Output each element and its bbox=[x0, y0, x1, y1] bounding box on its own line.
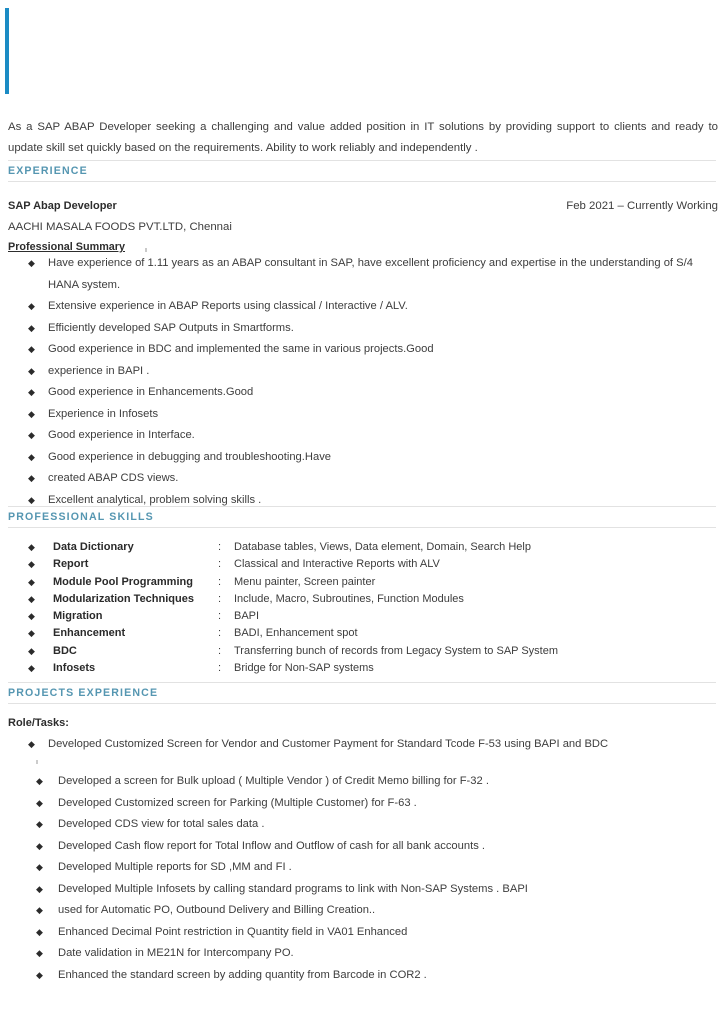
list-item-text: Developed Customized Screen for Vendor and Customer Payment for Standard Tcode F-53 using BAPI and BDC bbox=[48, 738, 609, 750]
bullet-icon: ◆ bbox=[28, 542, 35, 552]
bullet-icon: ◆ bbox=[36, 862, 43, 872]
experience-job-title: SAP Abap Developer bbox=[8, 200, 117, 212]
list-item-text: Developed a screen for Bulk upload ( Multiple Vendor ) of Credit Memo billing for F-32 . bbox=[58, 775, 489, 787]
bullet-icon: ◆ bbox=[36, 926, 43, 937]
list-item bbox=[28, 425, 704, 447]
bullet-icon: ◆ bbox=[28, 628, 35, 639]
list-item-text: Excellent analytical, problem solving skills . bbox=[48, 493, 262, 506]
list-item bbox=[28, 339, 704, 361]
list-item-text: Developed Multiple reports for SD ,MM and FI . bbox=[58, 861, 292, 873]
bullet-icon: ◆ bbox=[36, 840, 43, 851]
skill-separator: : bbox=[218, 662, 222, 675]
list-item-text: Good experience in debugging and troubleshooting.Have bbox=[48, 450, 332, 463]
list-item bbox=[36, 793, 708, 815]
bullet-icon: ◆ bbox=[28, 258, 35, 268]
bullet-icon: ◆ bbox=[28, 344, 35, 354]
table-row bbox=[28, 660, 708, 677]
list-item-text: Have experience of 1.11 years as an ABAP consultant in SAP, have excellent proficiency and expertise in the understanding of S/4 HANA system. bbox=[48, 257, 693, 291]
list-item bbox=[36, 965, 708, 987]
list-item-text: Extensive experience in ABAP Reports using classical / Interactive / ALV. bbox=[48, 300, 408, 312]
table-row bbox=[28, 574, 708, 591]
section-heading-experience: EXPERIENCE bbox=[8, 160, 716, 182]
list-item bbox=[36, 900, 708, 922]
skill-separator: : bbox=[218, 558, 222, 571]
list-item-text: Developed Customized screen for Parking (Multiple Customer) for F-63 . bbox=[58, 796, 417, 809]
skill-value: Classical and Interactive Reports with ALV bbox=[234, 558, 440, 571]
stray-mark bbox=[36, 760, 38, 764]
section-heading-projects-experience: PROJECTS EXPERIENCE bbox=[8, 682, 716, 704]
list-item-text: experience in BAPI . bbox=[48, 364, 150, 377]
projects-experience-list bbox=[36, 771, 708, 986]
list-item bbox=[36, 922, 708, 944]
list-item-text: Developed Multiple Infosets by calling standard programs to link with Non-SAP Systems . BAPI bbox=[58, 882, 528, 895]
bullet-icon: ◆ bbox=[28, 645, 35, 656]
skill-label: Enhancement bbox=[53, 627, 126, 640]
list-item bbox=[28, 253, 704, 296]
list-item-text: used for Automatic PO, Outbound Delivery and Billing Creation.. bbox=[58, 904, 376, 916]
skill-value: Database tables, Views, Data element, Domain, Search Help bbox=[234, 541, 531, 553]
list-item bbox=[28, 404, 704, 426]
bullet-icon: ◆ bbox=[36, 905, 43, 915]
list-item bbox=[36, 857, 708, 879]
skill-separator: : bbox=[218, 610, 222, 623]
skill-separator: : bbox=[218, 592, 222, 605]
list-item bbox=[28, 734, 708, 756]
bullet-icon: ◆ bbox=[28, 322, 35, 333]
stray-mark bbox=[145, 248, 147, 252]
list-item bbox=[36, 943, 708, 965]
list-item-text: Developed Cash flow report for Total Inflow and Outflow of cash for all bank accounts . bbox=[58, 839, 486, 852]
accent-bar bbox=[5, 8, 9, 94]
table-row bbox=[28, 539, 708, 556]
list-item bbox=[36, 879, 708, 901]
skill-label: Data Dictionary bbox=[53, 541, 134, 553]
skill-value: BADI, Enhancement spot bbox=[234, 627, 358, 640]
list-item bbox=[28, 382, 704, 404]
bullet-icon: ◆ bbox=[28, 739, 35, 749]
bullet-icon: ◆ bbox=[36, 969, 43, 980]
table-row bbox=[28, 608, 708, 625]
skill-label: Modularization Techniques bbox=[53, 592, 194, 605]
bullet-icon: ◆ bbox=[28, 559, 35, 570]
list-item-text: Enhanced the standard screen by adding quantity from Barcode in COR2 . bbox=[58, 968, 427, 981]
experience-company: AACHI MASALA FOODS PVT.LTD, Chennai bbox=[8, 221, 232, 233]
professional-skills-table-body bbox=[28, 539, 708, 677]
list-item-text: Experience in Infosets bbox=[48, 407, 159, 420]
bullet-icon: ◆ bbox=[28, 593, 35, 604]
skill-label: Migration bbox=[53, 610, 103, 623]
skill-separator: : bbox=[218, 575, 222, 588]
bullet-icon: ◆ bbox=[28, 365, 35, 376]
skill-value: Bridge for Non-SAP systems bbox=[234, 662, 374, 675]
list-item bbox=[28, 318, 704, 340]
list-item-text: Efficiently developed SAP Outputs in Smartforms. bbox=[48, 321, 294, 334]
skill-value: Include, Macro, Subroutines, Function Modules bbox=[234, 592, 464, 605]
skill-separator: : bbox=[218, 644, 222, 657]
list-item bbox=[36, 836, 708, 858]
list-item bbox=[28, 468, 704, 490]
bullet-icon: ◆ bbox=[28, 576, 35, 587]
list-item-text: Good experience in Interface. bbox=[48, 429, 195, 441]
table-row bbox=[28, 625, 708, 642]
list-item-text: Developed CDS view for total sales data . bbox=[58, 818, 265, 830]
list-item bbox=[28, 296, 704, 318]
list-item bbox=[28, 447, 704, 469]
bullet-icon: ◆ bbox=[36, 797, 43, 808]
list-item-text: Good experience in BDC and implemented the same in various projects.Good bbox=[48, 343, 434, 355]
bullet-icon: ◆ bbox=[28, 494, 35, 505]
skill-value: Transferring bunch of records from Legacy System to SAP System bbox=[234, 644, 559, 657]
bullet-icon: ◆ bbox=[28, 408, 35, 419]
bullet-icon: ◆ bbox=[28, 387, 35, 397]
skill-separator: : bbox=[218, 627, 222, 640]
skill-label: Infosets bbox=[53, 662, 96, 675]
professional-summary-list bbox=[28, 253, 704, 511]
objective-paragraph: As a SAP ABAP Developer seeking a challenging and value added position in IT solutions by providing support to clients and ready to update skill set quickly based on the requirements. Ability to work reliably and independently . bbox=[8, 121, 718, 155]
skill-label: Report bbox=[53, 558, 89, 571]
list-item bbox=[36, 771, 708, 793]
list-item-text: Good experience in Enhancements.Good bbox=[48, 386, 254, 398]
skill-value: Menu painter, Screen painter bbox=[234, 575, 376, 588]
table-row bbox=[28, 556, 708, 573]
bullet-icon: ◆ bbox=[28, 663, 35, 674]
role-tasks-label: Role/Tasks: bbox=[8, 717, 69, 729]
skill-separator: : bbox=[218, 541, 222, 553]
section-heading-professional-skills: PROFESSIONAL SKILLS bbox=[8, 506, 716, 528]
professional-skills-table bbox=[28, 539, 708, 677]
bullet-icon: ◆ bbox=[28, 301, 35, 311]
bullet-icon: ◆ bbox=[28, 611, 35, 622]
bullet-icon: ◆ bbox=[28, 451, 35, 462]
bullet-icon: ◆ bbox=[28, 473, 35, 483]
list-item bbox=[36, 814, 708, 836]
list-item-text: Date validation in ME21N for Intercompany PO. bbox=[58, 947, 294, 959]
skill-label: Module Pool Programming bbox=[53, 575, 193, 588]
bullet-icon: ◆ bbox=[36, 883, 43, 894]
professional-summary-subheading: Professional Summary bbox=[8, 241, 126, 253]
bullet-icon: ◆ bbox=[36, 776, 43, 786]
experience-dates: Feb 2021 – Currently Working bbox=[566, 200, 718, 212]
table-row bbox=[28, 591, 708, 608]
bullet-icon: ◆ bbox=[36, 819, 43, 829]
list-item-text: Enhanced Decimal Point restriction in Quantity field in VA01 Enhanced bbox=[58, 925, 408, 938]
list-item-text: created ABAP CDS views. bbox=[48, 472, 179, 484]
list-item bbox=[28, 361, 704, 383]
skill-value: BAPI bbox=[234, 610, 260, 623]
bullet-icon: ◆ bbox=[28, 430, 35, 440]
table-row bbox=[28, 643, 708, 660]
skill-label: BDC bbox=[53, 644, 77, 657]
bullet-icon: ◆ bbox=[36, 948, 43, 958]
